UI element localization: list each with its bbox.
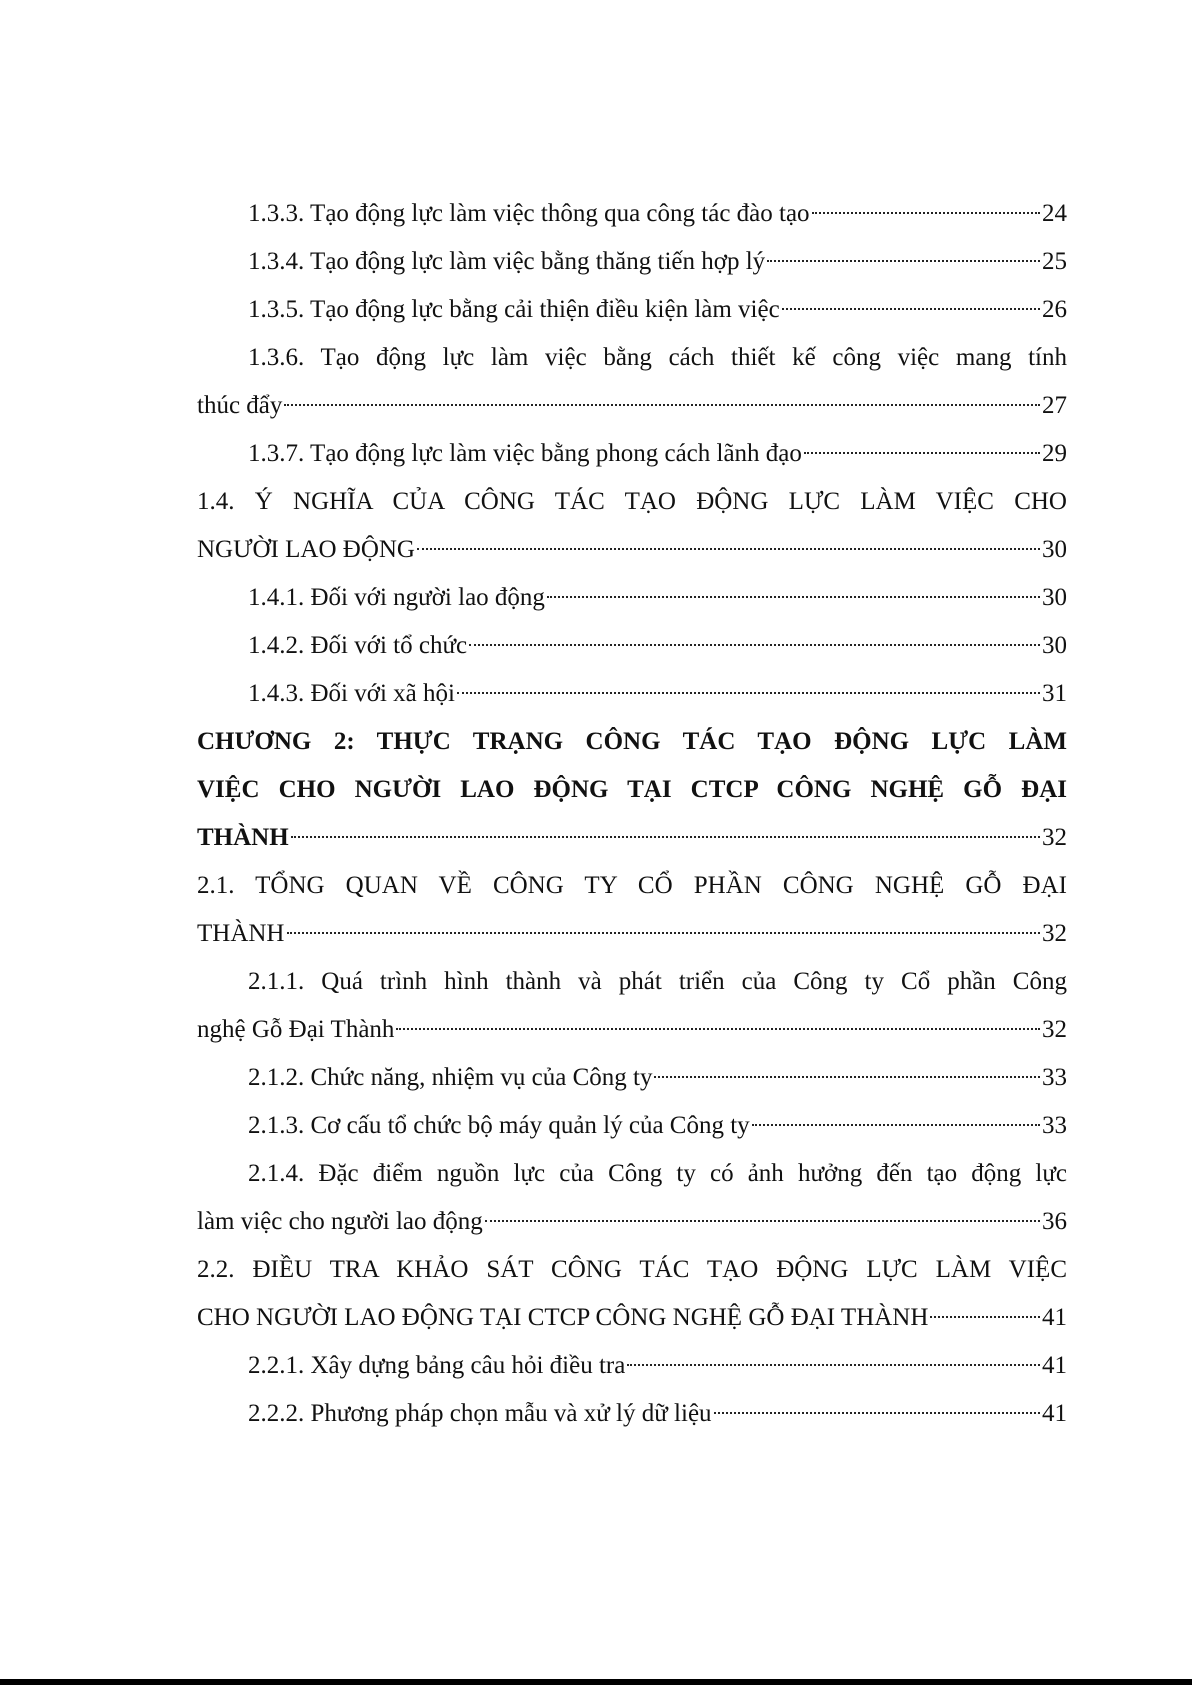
toc-entry-title: 2.1.3. Cơ cấu tổ chức bộ máy quản lý của Công ty — [248, 1112, 750, 1139]
toc-page-number: 30 — [1042, 584, 1067, 611]
toc-entry-title: làm việc cho người lao động — [197, 1208, 483, 1235]
toc-entry[interactable] — [197, 1342, 1067, 1390]
toc-entry-text-line: 2.1. TỔNG QUAN VỀ CÔNG TY CỔ PHẦN CÔNG NGHỆ GỖ ĐẠI — [197, 872, 1067, 899]
toc-entry-text-line: CHƯƠNG 2: THỰC TRẠNG CÔNG TÁC TẠO ĐỘNG LỰC LÀM — [197, 728, 1067, 755]
dot-leader — [457, 667, 1040, 694]
toc-entry-text-line: 1.3.6. Tạo động lực làm việc bằng cách thiết kế công việc mang tính — [248, 344, 1067, 371]
toc-page-number: 32 — [1042, 1016, 1067, 1043]
toc-entry[interactable] — [197, 430, 1067, 478]
toc-entry-title: 1.3.3. Tạo động lực làm việc thông qua công tác đào tạo — [248, 200, 810, 227]
toc-entry[interactable] — [197, 1102, 1067, 1150]
toc-entry-title: 1.4.2. Đối với tổ chức — [248, 632, 468, 659]
toc-page-number: 41 — [1042, 1352, 1067, 1379]
toc-page-number: 24 — [1042, 200, 1067, 227]
dot-leader — [782, 283, 1040, 310]
toc-page-number: 30 — [1042, 536, 1067, 563]
toc-entry[interactable] — [197, 958, 1067, 1054]
toc-entry[interactable] — [197, 1246, 1067, 1342]
toc-page-number: 26 — [1042, 296, 1067, 323]
dot-leader — [485, 1195, 1040, 1222]
toc-entry[interactable] — [197, 1150, 1067, 1246]
dot-leader — [714, 1387, 1040, 1414]
toc-entry-title: 2.2.1. Xây dựng bảng câu hỏi điều tra — [248, 1352, 626, 1379]
toc-entry-text-line: 2.1.4. Đặc điểm nguồn lực của Công ty có ảnh hưởng đến tạo động lực — [248, 1160, 1067, 1187]
toc-entry[interactable] — [197, 238, 1067, 286]
toc-page-number: 41 — [1042, 1400, 1067, 1427]
toc-entry-title: CHO NGƯỜI LAO ĐỘNG TẠI CTCP CÔNG NGHỆ GỖ ĐẠI THÀNH — [197, 1304, 929, 1331]
toc-entry[interactable] — [197, 718, 1067, 862]
toc-page-number: 32 — [1042, 824, 1067, 851]
toc-page-number: 25 — [1042, 248, 1067, 275]
toc-entry-text-line: 2.1.1. Quá trình hình thành và phát triển của Công ty Cổ phần Công — [248, 968, 1067, 995]
toc-page-number: 27 — [1042, 392, 1067, 419]
toc-entry[interactable] — [197, 670, 1067, 718]
toc-entry[interactable] — [197, 478, 1067, 574]
toc-entry-title: NGƯỜI LAO ĐỘNG — [197, 536, 415, 563]
bottom-edge-bar — [0, 1679, 1192, 1685]
dot-leader — [930, 1291, 1040, 1318]
toc-entry-title: 1.3.7. Tạo động lực làm việc bằng phong cách lãnh đạo — [248, 440, 802, 467]
dot-leader — [547, 571, 1040, 598]
toc-entry[interactable] — [197, 334, 1067, 430]
toc-entry[interactable] — [197, 190, 1067, 238]
toc-entry[interactable] — [197, 286, 1067, 334]
toc-entry-title: 1.3.5. Tạo động lực bằng cải thiện điều kiện làm việc — [248, 296, 780, 323]
dot-leader — [417, 523, 1040, 550]
toc-entry-text-line: 1.4. Ý NGHĨA CỦA CÔNG TÁC TẠO ĐỘNG LỰC LÀM VIỆC CHO — [197, 488, 1067, 515]
dot-leader — [287, 907, 1041, 934]
toc-entry-title: 1.4.1. Đối với người lao động — [248, 584, 545, 611]
dot-leader — [804, 427, 1040, 454]
toc-entry[interactable] — [197, 1054, 1067, 1102]
toc-page-number: 29 — [1042, 440, 1067, 467]
toc-page-number: 33 — [1042, 1064, 1067, 1091]
toc-page-number: 32 — [1042, 920, 1067, 947]
toc-page-number: 31 — [1042, 680, 1067, 707]
toc-page-number: 30 — [1042, 632, 1067, 659]
dot-leader — [812, 187, 1040, 214]
toc-entry[interactable] — [197, 862, 1067, 958]
toc-entry[interactable] — [197, 622, 1067, 670]
dot-leader — [291, 811, 1040, 838]
toc-page-number: 33 — [1042, 1112, 1067, 1139]
toc-entry-title: THÀNH — [197, 824, 289, 851]
dot-leader — [752, 1099, 1040, 1126]
toc-entry-title: 2.1.2. Chức năng, nhiệm vụ của Công ty — [248, 1064, 653, 1091]
table-of-contents — [197, 190, 1067, 1438]
dot-leader — [284, 379, 1040, 406]
toc-entry-title: 1.4.3. Đối với xã hội — [248, 680, 455, 707]
toc-entry-text-line: 2.2. ĐIỀU TRA KHẢO SÁT CÔNG TÁC TẠO ĐỘNG LỰC LÀM VIỆC — [197, 1256, 1067, 1283]
dot-leader — [396, 1003, 1040, 1030]
toc-entry[interactable] — [197, 574, 1067, 622]
dot-leader — [469, 619, 1040, 646]
dot-leader — [767, 235, 1040, 262]
toc-entry-title: nghệ Gỗ Đại Thành — [197, 1016, 395, 1043]
toc-entry-title: 2.2.2. Phương pháp chọn mẫu và xử lý dữ liệu — [248, 1400, 712, 1427]
dot-leader — [627, 1339, 1040, 1366]
toc-entry-title: 1.3.4. Tạo động lực làm việc bằng thăng tiến hợp lý — [248, 248, 766, 275]
dot-leader — [654, 1051, 1040, 1078]
toc-entry-title: THÀNH — [197, 920, 285, 947]
toc-entry-title: thúc đẩy — [197, 392, 283, 419]
toc-entry[interactable] — [197, 1390, 1067, 1438]
toc-page-number: 36 — [1042, 1208, 1067, 1235]
toc-entry-text-line: VIỆC CHO NGƯỜI LAO ĐỘNG TẠI CTCP CÔNG NGHỆ GỖ ĐẠI — [197, 776, 1067, 803]
toc-page-number: 41 — [1042, 1304, 1067, 1331]
